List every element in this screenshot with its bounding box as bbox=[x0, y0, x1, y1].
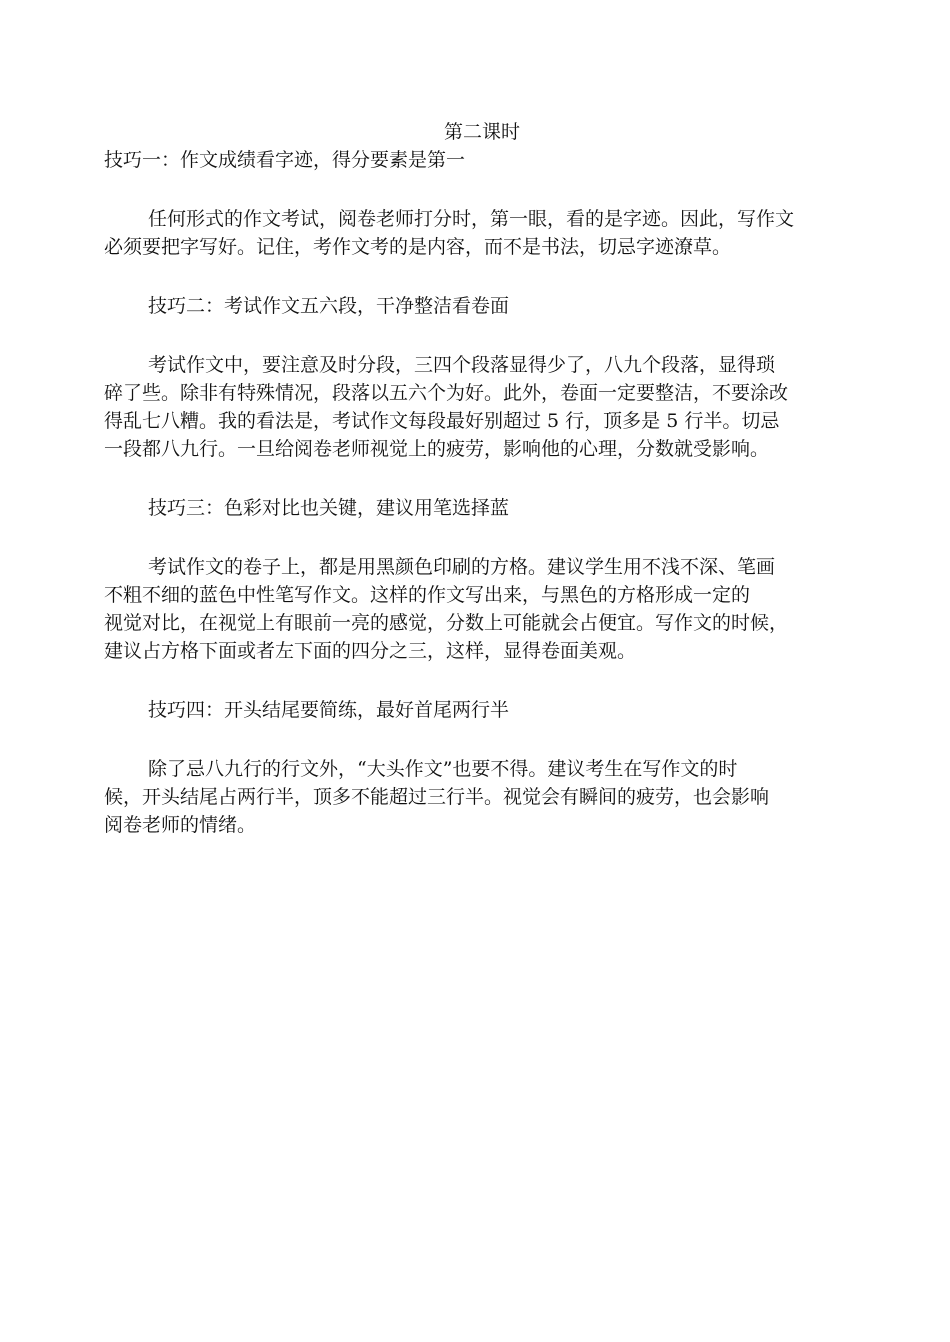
paragraph-gap bbox=[104, 174, 860, 205]
tip1-body-line: 任何形式的作文考试，阅卷老师打分时，第一眼，看的是字迹。因此，写作文 bbox=[148, 208, 795, 230]
tip4-heading: 技巧四：开头结尾要简练，最好首尾两行半 bbox=[148, 699, 510, 721]
tip3-body-line: 视觉对比，在视觉上有眼前一亮的感觉，分数上可能就会占便宜。写作文的时候， bbox=[104, 612, 789, 634]
tip3-body-line: 考试作文的卷子上，都是用黑颜色印刷的方格。建议学生用不浅不深、笔画 bbox=[148, 556, 776, 578]
paragraph-gap bbox=[104, 320, 860, 351]
tip1-body-line: 必须要把字写好。记住，考作文考的是内容，而不是书法，切忌字迹潦草。 bbox=[104, 236, 732, 258]
paragraph-gap bbox=[104, 665, 860, 696]
tip4-body-line: 阅卷老师的情绪。 bbox=[104, 814, 257, 836]
tip2-body-line: 碎了些。除非有特殊情况，段落以五六个为好。此外，卷面一定要整洁，不要涂改 bbox=[104, 382, 789, 404]
tip1-heading: 技巧一：作文成绩看字迹，得分要素是第一 bbox=[104, 149, 466, 171]
tip4-body-line: 候，开头结尾占两行半，顶多不能超过三行半。视觉会有瞬间的疲劳，也会影响 bbox=[104, 786, 770, 808]
document-page bbox=[104, 118, 860, 839]
tip2-heading: 技巧二：考试作文五六段，干净整洁看卷面 bbox=[148, 295, 510, 317]
paragraph-gap bbox=[104, 522, 860, 553]
page-title: 第二课时 bbox=[443, 121, 520, 143]
tip2-body-line: 一段都八九行。一旦给阅卷老师视觉上的疲劳，影响他的心理，分数就受影响。 bbox=[104, 438, 770, 460]
paragraph-gap bbox=[104, 463, 860, 494]
tip2-body-line: 得乱七八糟。我的看法是，考试作文每段最好别超过 5 行，顶多是 5 行半。切忌 bbox=[104, 410, 780, 432]
paragraph-gap bbox=[104, 261, 860, 292]
tip3-body-line: 建议占方格下面或者左下面的四分之三，这样，显得卷面美观。 bbox=[104, 640, 637, 662]
tip2-body-line: 考试作文中，要注意及时分段，三四个段落显得少了，八九个段落，显得琐 bbox=[148, 354, 776, 376]
tip4-body-line: 除了忌八九行的行文外，“大头作文”也要不得。建议考生在写作文的时 bbox=[148, 758, 738, 780]
paragraph-gap bbox=[104, 724, 860, 755]
tip3-heading: 技巧三：色彩对比也关键，建议用笔选择蓝 bbox=[148, 497, 510, 519]
tip3-body-line: 不粗不细的蓝色中性笔写作文。这样的作文写出来，与黑色的方格形成一定的 bbox=[104, 584, 751, 606]
